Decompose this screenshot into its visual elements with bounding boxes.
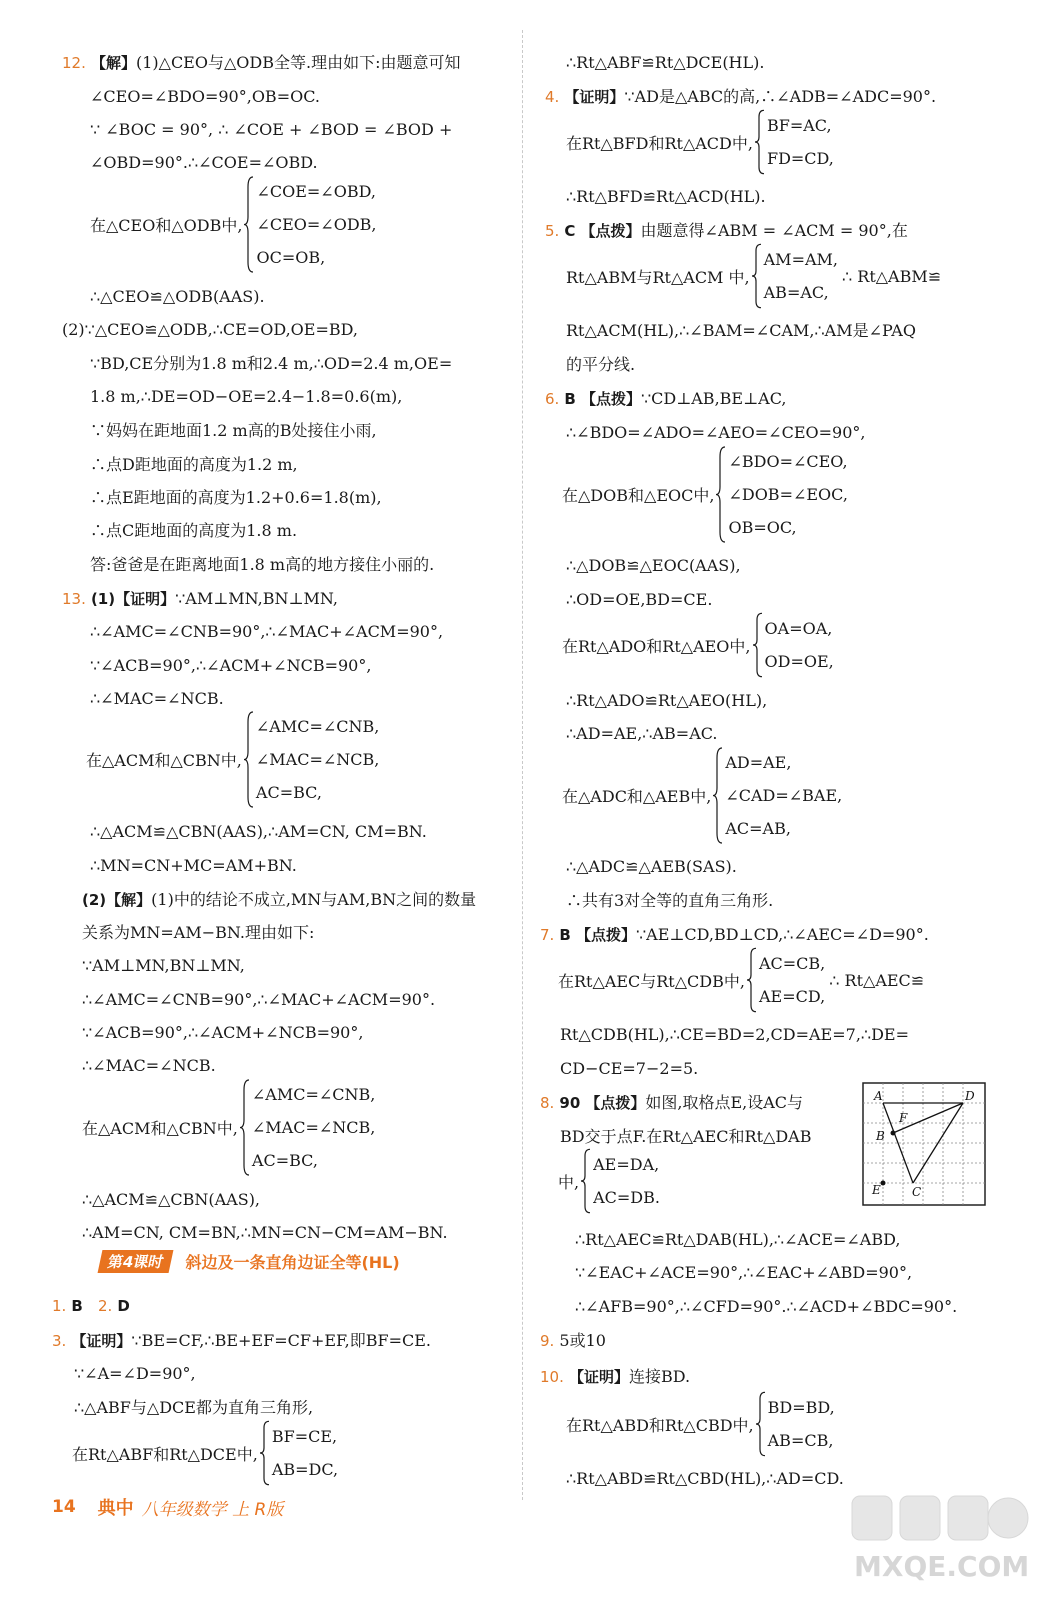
line-text: ∴∠AFB=90°,∴∠CFD=90°.∴∠ACD+∠BDC=90°. [575,1297,958,1316]
problem-number: 12. [62,54,86,72]
text-line [566,856,737,878]
system-line: ∠DOB=∠EOC, [728,485,848,504]
line-text: ∴Rt△ABD≌Rt△CBD(HL),∴AD=CD. [566,1469,844,1488]
system-line: ∠MAC=∠NCB, [255,750,380,769]
system-line: AB=AC, [763,283,829,302]
brace [713,746,723,845]
equation-system [90,175,377,274]
system-tail: ∴ Rt△ABM≌ [842,266,942,286]
column-divider [522,30,523,1500]
text-line [90,119,452,141]
text-line [545,220,908,242]
line-text: ∴Rt△BFD≌Rt△ACD(HL). [566,187,766,206]
text-line [90,386,402,408]
lesson-title: 斜边及一条直角边证全等(HL) [185,1253,400,1272]
text-line [566,589,712,611]
system-lines [759,947,825,1013]
line-text: ∴OD=OE,BD=CE. [566,590,713,609]
text-line [560,1126,811,1148]
problem-number: 3. [52,1332,67,1350]
line-text: ∴△ACM≌△CBN(AAS),∴AM=CN, CM=BN. [90,822,427,841]
system-line: OD=OE, [764,652,834,671]
system-line: AB=DC, [271,1460,339,1479]
line-text: ∴∠BDO=∠ADO=∠AEO=∠CEO=90°, [566,423,866,442]
system-line: AC=DB. [593,1188,660,1207]
system-line: ∠COE=∠OBD, [256,182,376,201]
system-line: ∠CEO=∠ODB, [256,215,377,234]
brace [755,109,765,175]
equation-system [558,1148,660,1214]
text-line [566,890,773,912]
text-line [82,1022,363,1044]
line-text: ∴∠AMC=∠CNB=90°,∴∠MAC+∠ACM=90°. [82,990,436,1009]
line-text: 连接BD. [628,1367,691,1386]
text-line [566,52,764,74]
line-text: ∵BE=CF,∴BE+EF=CF+EF,即BF=CE. [131,1331,431,1350]
equation-system [562,612,834,678]
line-text: 关系为MN=AM−BN.理由如下: [82,923,315,942]
line-text: ∵AM⊥MN,BN⊥MN, [175,589,338,608]
line-text: 答:爸爸是在距离地面1.8 m高的地方接住小丽的. [90,555,435,574]
line-text: ∴△CEO≌△ODB(AAS). [90,287,265,306]
line-text: (2)∵△CEO≌△ODB,∴CE=OD,OE=BD, [62,320,358,339]
answer-choice: D [117,1297,130,1315]
equation-system [562,746,842,845]
line-text: Rt△CDB(HL),∴CE=BD=2,CD=AE=7,∴DE= [560,1025,909,1044]
label-C: C [912,1185,922,1199]
line-text: ∴△ADC≌△AEB(SAS). [566,857,737,876]
text-line [90,86,320,108]
system-lines [252,1078,375,1177]
system-lead: 在△DOB和△EOC中, [562,486,715,505]
text-line [90,353,452,375]
problem-number: 1. [52,1297,67,1315]
system-lead: 在Rt△ABF和Rt△DCE中, [72,1444,258,1464]
brace [756,1391,766,1457]
page-footer [52,1494,283,1520]
text-line [566,422,865,444]
system-line: FD=CD, [766,149,834,168]
equation-system [82,1078,375,1177]
brace [240,1078,250,1177]
problem-number: 2. [98,1297,113,1315]
equation-system [566,243,941,309]
solution-tag: 【证明】 [564,88,625,106]
solution-tag: (1)【证明】 [90,590,176,608]
line-text: ∴点D距地面的高度为1.2 m, [90,455,298,474]
text-line [82,922,314,944]
problem-number: 10. [540,1368,564,1386]
text-line [74,1397,313,1419]
brace-icon [581,1148,591,1214]
line-text: ∴AD=AE,∴AB=AC. [566,724,718,743]
brace-icon [716,445,726,544]
system-line: AC=BC, [255,783,322,802]
brace-icon [713,746,723,845]
brace [752,243,762,309]
line-text: ∠CEO=∠BDO=90°,OB=OC. [90,87,320,106]
system-lines [256,710,379,809]
line-text: (1)△CEO与△ODB全等.理由如下:由题意可知 [135,53,461,72]
text-line [540,1092,803,1114]
system-lines [725,746,842,845]
text-line [566,690,767,712]
text-line [566,723,718,745]
equation-system [566,1391,835,1457]
book-title: 八年级数学 上 R版 [141,1499,284,1520]
text-line [74,1363,196,1385]
system-lead: 在Rt△ADO和Rt△AEO中, [562,636,751,656]
system-lead: 中, [558,1172,580,1192]
text-line [540,924,929,946]
line-text: ∴Rt△ABF≌Rt△DCE(HL). [566,53,765,72]
text-line [90,855,297,877]
system-line: AE=CD, [758,987,826,1006]
label-D: D [965,1089,975,1103]
answer-choice: B [564,390,576,408]
system-line: ∠AMC=∠CNB, [251,1085,376,1104]
system-lead: 在△ACM和△CBN中, [82,1119,238,1138]
answer-choice: B [559,926,571,944]
text-line [90,821,427,843]
brace-icon [756,1391,766,1457]
text-line [82,989,435,1011]
system-lines [728,445,847,544]
system-lines [272,1420,338,1486]
answer-choice: C [564,222,576,240]
system-line: AM=AM, [763,250,838,269]
system-lead: 在△ACM和△CBN中, [86,751,242,770]
system-lead: Rt△ABM与Rt△ACM 中, [566,267,750,287]
equation-system [86,710,379,809]
text-line [90,487,382,509]
solution-tag: 【点拨】 [580,390,641,408]
line-text: ∵妈妈在距地面1.2 m高的B处接住小雨, [90,421,377,440]
text-line [545,388,786,410]
system-lines [256,175,376,274]
line-text: ∴AM=CN, CM=BN,∴MN=CN−CM=AM−BN. [82,1223,448,1242]
text-line [62,588,338,610]
brace-icon [755,109,765,175]
system-lead: 在Rt△ABD和Rt△CBD中, [566,1415,754,1435]
line-text: ∵∠EAC+∠ACE=90°,∴∠EAC+∠ABD=90°, [575,1263,913,1282]
line-text: ∵AD是△ABC的高,∴∠ADB=∠ADC=90°. [624,87,937,106]
line-text: ∠OBD=90°.∴∠COE=∠OBD. [90,153,318,172]
text-line [566,320,916,342]
lesson-tag: 第4课时 [98,1250,174,1273]
answer-choice: 90 [559,1094,581,1112]
system-lines [765,612,834,678]
system-line: AC=CB, [758,954,826,973]
lesson-banner [100,1250,400,1273]
text-line [560,1058,698,1080]
system-line: ∠AMC=∠CNB, [255,717,380,736]
system-line: ∠MAC=∠NCB, [251,1118,376,1137]
text-line [82,889,476,911]
label-F: F [899,1111,908,1125]
line-text: ∴点E距地面的高度为1.2+0.6=1.8(m), [90,488,382,507]
solution-tag: (2)【解】 [82,891,152,909]
system-lines [764,243,838,309]
brace-icon [747,947,757,1013]
text-line [90,554,434,576]
system-line: OC=OB, [256,248,326,267]
brace-icon [240,1078,250,1177]
brace-icon [260,1420,270,1486]
label-A: A [874,1089,883,1103]
system-line: AC=BC, [251,1151,318,1170]
system-line: OA=OA, [764,619,833,638]
line-text: ∴∠MAC=∠NCB. [90,689,224,708]
problem-number: 8. [540,1094,555,1112]
label-B: B [876,1129,885,1143]
line-text: 如图,取格点E,设AC与 [645,1093,804,1112]
text-line [575,1262,912,1284]
line-text: ∵∠ACB=90°,∴∠ACM+∠NCB=90°, [82,1023,364,1042]
page-number: 14 [52,1497,76,1517]
text-line [90,454,298,476]
solution-tag: 【点拨】 [575,926,636,944]
system-lead: 在△CEO和△ODB中, [90,216,243,235]
watermark-logo [842,1488,1032,1588]
solution-tag: 【证明】 [71,1332,132,1350]
line-text: ∵∠ACB=90°,∴∠ACM+∠NCB=90°, [90,656,372,675]
line-text: Rt△ACM(HL),∴∠BAM=∠CAM,∴AM是∠PAQ [566,321,916,340]
system-line: BF=CE, [271,1427,338,1446]
solution-tag: 【证明】 [568,1368,629,1386]
line-text: ∴△DOB≌△EOC(AAS), [566,556,741,575]
text-line [82,1189,260,1211]
brace [747,947,757,1013]
brace [244,710,254,809]
solution-tag: 【解】 [90,54,136,72]
system-line: OB=OC, [728,518,797,537]
system-line: BF=AC, [766,116,832,135]
line-text: ∴点C距地面的高度为1.8 m. [90,521,298,540]
point-B [891,1131,896,1136]
equation-system [566,109,834,175]
brace [716,445,726,544]
system-lines [593,1148,660,1214]
line-text: ∵AM⊥MN,BN⊥MN, [82,956,245,975]
system-line: ∠CAD=∠BAE, [725,786,843,805]
system-line: AB=CB, [767,1431,834,1450]
problem-number: 4. [545,88,560,106]
system-lines [767,109,834,175]
line-text: ∴△ACM≌△CBN(AAS), [82,1190,261,1209]
line-text: ∵AE⊥CD,BD⊥CD,∴∠AEC=∠D=90°. [635,925,929,944]
text-line [52,1295,83,1317]
line-text: BD交于点F.在Rt△AEC和Rt△DAB [560,1127,812,1146]
text-line [575,1296,957,1318]
line-text: 的平分线. [566,355,636,374]
line-text: ∴∠MAC=∠NCB. [82,1056,216,1075]
line-text: CD−CE=7−2=5. [560,1059,699,1078]
equation-system [562,445,848,544]
system-line: BD=BD, [767,1398,835,1417]
text-line [540,1366,690,1388]
watermark-text: MXQE.COM [854,1550,1030,1583]
line-text: 5或10 [559,1331,606,1350]
line-text: ∵∠A=∠D=90°, [74,1364,196,1383]
system-lead: 在△ADC和△AEB中, [562,787,712,806]
problem-number: 6. [545,390,560,408]
brace [260,1420,270,1486]
text-line [62,319,358,341]
text-line [90,520,297,542]
problem-number: 5. [545,222,560,240]
text-line [90,152,318,174]
text-line [82,955,245,977]
label-E: E [872,1183,881,1197]
answer-choice: B [71,1297,83,1315]
brace [244,175,254,274]
problem-number: 7. [540,926,555,944]
brace-icon [752,243,762,309]
text-line [98,1295,130,1317]
text-line [82,1222,448,1244]
line-text: 由题意得∠ABM = ∠ACM = 90°,在 [640,221,908,240]
text-line [90,621,443,643]
system-line: AE=DA, [593,1155,660,1174]
brace [581,1148,591,1214]
solution-tag: 【点拨】 [580,222,641,240]
brace-icon [753,612,763,678]
line-text: ∴Rt△AEC≌Rt△DAB(HL),∴∠ACE=∠ABD, [575,1230,901,1249]
system-lead: 在Rt△BFD和Rt△ACD中, [566,133,753,153]
brace-icon [244,175,254,274]
brace-icon [244,710,254,809]
line-text: ∵ ∠BOC = 90°, ∴ ∠COE + ∠BOD = ∠BOD + [90,120,453,139]
line-text: ∴Rt△ADO≌Rt△AEO(HL), [566,691,768,710]
system-line: ∠BDO=∠CEO, [728,452,848,471]
text-line [540,1330,606,1352]
text-line [90,420,377,442]
text-line [52,1330,431,1352]
system-line: AD=AE, [725,753,792,772]
line-text: ∴△ABF与△DCE都为直角三角形, [74,1398,314,1417]
text-line [566,555,741,577]
text-line [90,688,224,710]
text-line [90,286,265,308]
line-text: ∵CD⊥AB,BE⊥AC, [640,389,787,408]
line-text: ∴共有3对全等的直角三角形. [566,891,774,910]
problem-number: 13. [62,590,86,608]
line-text: ∴∠AMC=∠CNB=90°,∴∠MAC+∠ACM=90°, [90,622,444,641]
equation-system [558,947,924,1013]
text-line [90,655,371,677]
system-lines [768,1391,835,1457]
line-text: (1)中的结论不成立,MN与AM,BN之间的数量 [151,890,477,909]
text-line [560,1024,909,1046]
system-line: AC=AB, [725,819,791,838]
text-line [566,1468,844,1490]
line-text: ∵BD,CE分别为1.8 m和2.4 m,∴OD=2.4 m,OE= [90,354,453,373]
equation-system [72,1420,338,1486]
problem-number: 9. [540,1332,555,1350]
text-line [62,52,460,74]
solution-tag: 【点拨】 [585,1094,646,1112]
text-line [566,354,635,376]
text-line [566,186,766,208]
brand-logo: 典中 [97,1498,134,1519]
text-line [575,1229,900,1251]
text-line [82,1055,216,1077]
line-text: 1.8 m,∴DE=OD−OE=2.4−1.8=0.6(m), [90,387,403,406]
point-E [881,1181,886,1186]
brace [753,612,763,678]
line-text: ∴MN=CN+MC=AM+BN. [90,856,297,875]
text-line [545,86,936,108]
system-tail: ∴ Rt△AEC≌ [829,970,925,990]
grid-figure [862,1082,986,1206]
system-lead: 在Rt△AEC与Rt△CDB中, [558,971,745,991]
